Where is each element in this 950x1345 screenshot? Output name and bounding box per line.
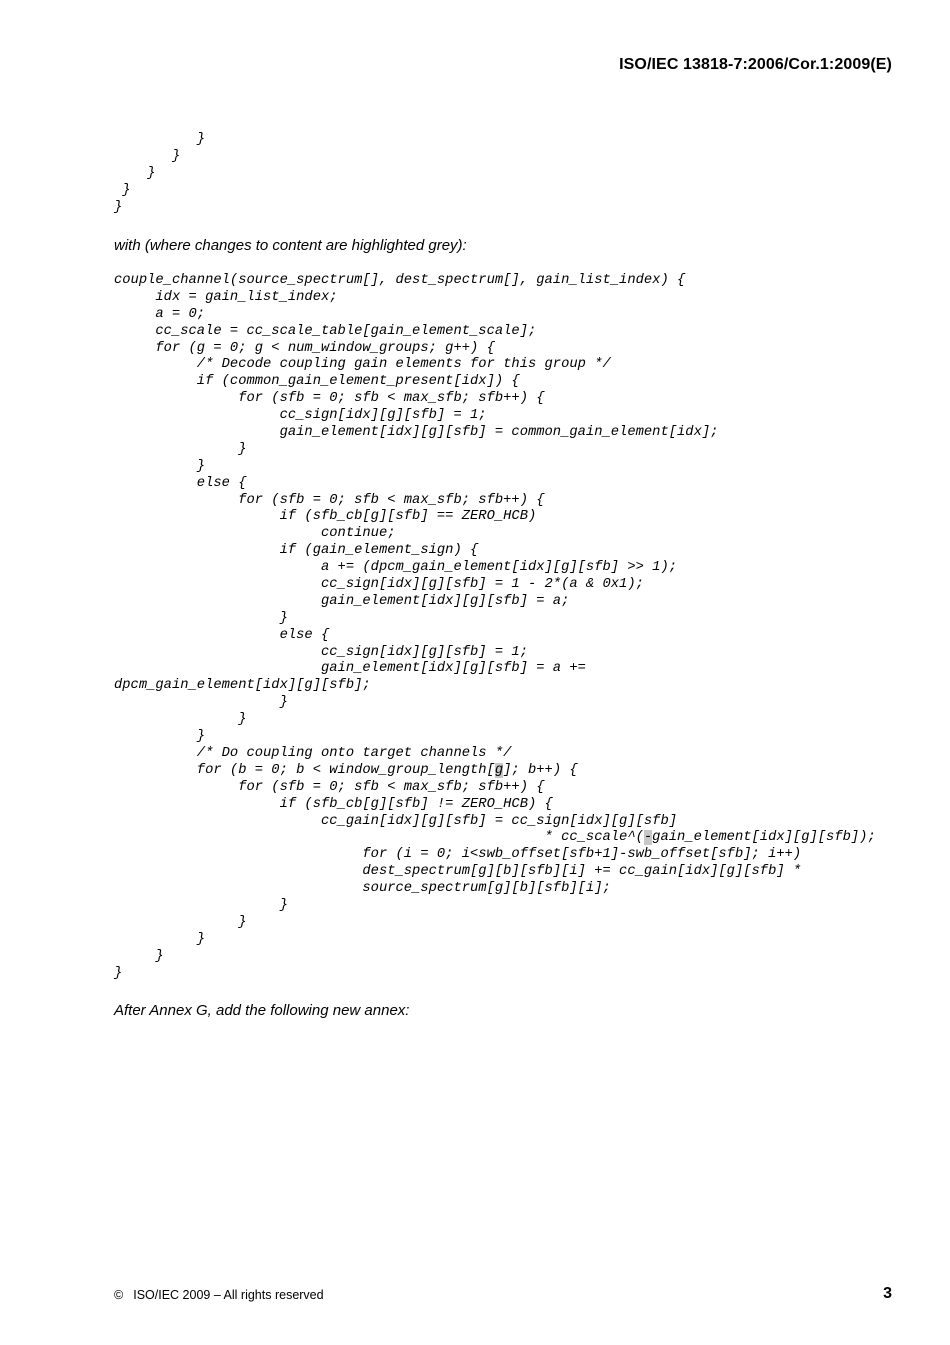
code-line: if (sfb_cb[g][sfb] == ZERO_HCB) <box>114 509 537 525</box>
code-segment: for (b = 0; b < window_group_length[ <box>114 762 495 778</box>
code-segment: gain_element[idx][g][sfb]); <box>652 830 876 846</box>
code-line: dest_spectrum[g][b][sfb][i] += cc_gain[idx][g][sfb] * <box>114 864 802 880</box>
highlighted-change: - <box>643 830 653 846</box>
code-line: if (common_gain_element_present[idx]) { <box>114 374 520 390</box>
code-segment: ]; b++) { <box>503 762 578 778</box>
code-line: } <box>114 610 288 626</box>
code-line: dpcm_gain_element[idx][g][sfb]; <box>114 678 371 694</box>
copyright-icon: © <box>114 1288 124 1302</box>
code-line: a += (dpcm_gain_element[idx][g][sfb] >> 1); <box>114 560 678 576</box>
code-line: gain_element[idx][g][sfb] = a += <box>114 661 586 677</box>
code-line: if (gain_element_sign) { <box>114 543 479 559</box>
code-line: gain_element[idx][g][sfb] = a; <box>114 593 570 609</box>
code-line: cc_gain[idx][g][sfb] = cc_sign[idx][g][sfb] <box>114 813 678 829</box>
code-line: else { <box>114 475 247 491</box>
code-line <box>114 830 876 847</box>
code-line: a = 0; <box>114 306 206 322</box>
code-line: cc_scale = cc_scale_table[gain_element_scale]; <box>114 323 537 339</box>
code-line: source_spectrum[g][b][sfb][i]; <box>114 881 611 897</box>
page-number: 3 <box>883 1285 892 1302</box>
code-segment: * cc_scale^( <box>114 830 644 846</box>
code-line: } <box>114 182 131 198</box>
code-line: } <box>114 165 156 181</box>
code-line: } <box>114 931 206 947</box>
code-line <box>114 763 876 780</box>
code-line: for (g = 0; g < num_window_groups; g++) { <box>114 340 495 356</box>
code-line: idx = gain_list_index; <box>114 289 338 305</box>
document-header-title: ISO/IEC 13818-7:2006/Cor.1:2009(E) <box>619 56 892 73</box>
code-line: } <box>114 199 123 215</box>
code-block-top <box>114 132 205 216</box>
code-line: for (sfb = 0; sfb < max_sfb; sfb++) { <box>114 779 545 795</box>
code-line: } <box>114 695 288 711</box>
code-line: for (sfb = 0; sfb < max_sfb; sfb++) { <box>114 492 545 508</box>
code-line: else { <box>114 627 330 643</box>
code-line: } <box>114 148 181 164</box>
highlighted-change: g <box>494 762 504 778</box>
code-line: cc_sign[idx][g][sfb] = 1; <box>114 408 487 424</box>
code-line: } <box>114 712 247 728</box>
code-line: /* Decode coupling gain elements for this group */ <box>114 357 611 373</box>
code-line: continue; <box>114 526 396 542</box>
code-line: /* Do coupling onto target channels */ <box>114 745 512 761</box>
code-line: } <box>114 441 247 457</box>
code-line: } <box>114 132 206 147</box>
code-line: for (sfb = 0; sfb < max_sfb; sfb++) { <box>114 391 545 407</box>
intro-paragraph: with (where changes to content are highlighted grey): <box>114 237 467 254</box>
code-line: gain_element[idx][g][sfb] = common_gain_element[idx]; <box>114 425 719 441</box>
copyright-text: ISO/IEC 2009 – All rights reserved <box>133 1288 324 1302</box>
code-line: couple_channel(source_spectrum[], dest_spectrum[], gain_list_index) { <box>114 273 686 288</box>
code-line: for (i = 0; i<swb_offset[sfb+1]-swb_offset[sfb]; i++) <box>114 847 802 863</box>
code-line: } <box>114 914 247 930</box>
code-line: } <box>114 729 206 745</box>
code-line: } <box>114 897 288 913</box>
closing-paragraph: After Annex G, add the following new annex: <box>114 1002 410 1019</box>
code-line: } <box>114 965 123 981</box>
code-line: cc_sign[idx][g][sfb] = 1 - 2*(a & 0x1); <box>114 577 644 593</box>
footer-copyright <box>114 1288 324 1302</box>
code-block-couple-channel <box>114 273 876 982</box>
code-line: } <box>114 948 164 964</box>
code-line: } <box>114 458 206 474</box>
code-line: if (sfb_cb[g][sfb] != ZERO_HCB) { <box>114 796 553 812</box>
code-line: cc_sign[idx][g][sfb] = 1; <box>114 644 528 660</box>
